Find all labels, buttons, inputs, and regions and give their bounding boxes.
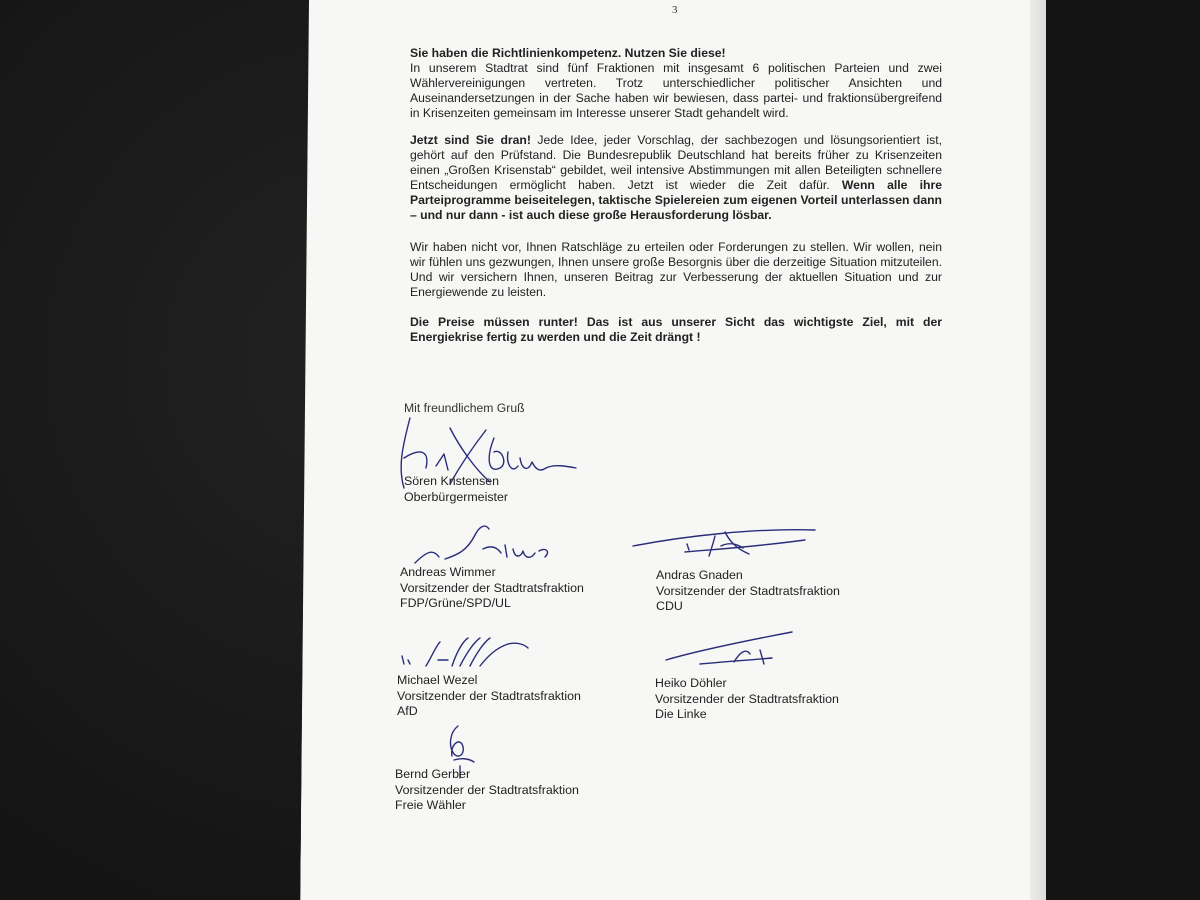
signatory-group: Freie Wähler	[395, 798, 466, 812]
paragraph-1	[410, 46, 942, 121]
paragraph-2-lead: Jetzt sind Sie dran!	[410, 133, 531, 147]
signatory-name: Heiko Döhler	[655, 676, 727, 690]
paragraph-3-body: Wir haben nicht vor, Ihnen Ratschläge zu erteilen oder Forderungen zu stellen. Wir wollen, nein wir fühlen uns gezwungen, Ihnen unsere große Besorgnis über die derzeitige Situation mitzuteilen. Und wir versichern Ihnen, unseren Beitrag zur Verbesserung der aktuellen Situation und zur Energiewende zu leisten.	[410, 240, 942, 299]
signatory-name: Andreas Wimmer	[400, 565, 496, 579]
paragraph-1-body: In unserem Stadtrat sind fünf Fraktionen mit insgesamt 6 politischen Parteien und zwei Wählervereinigungen vertreten. Trotz unterschiedlicher politischer Ansichten und Auseinandersetzungen in der Sache haben wir bewiesen, dass partei- und fraktionsübergreifend in Krisenzeiten gemeinsam im Interesse unserer Stadt gehandelt wird.	[410, 61, 942, 120]
signatory-role: Oberbürgermeister	[404, 489, 508, 504]
sheet-edge	[1030, 0, 1046, 900]
signatory-gerber	[395, 767, 579, 814]
closing-greeting: Mit freundlichem Gruß	[404, 401, 525, 415]
signatory-name: Bernd Gerber	[395, 767, 471, 781]
signatory-kristensen	[404, 474, 508, 505]
signatory-role: Vorsitzender der Stadtratsfraktion	[397, 688, 581, 703]
paragraph-2-emphasis: Wenn alle ihre Parteiprogramme beiseitelegen, taktische Spielereien zum eigenen Vorteil unterlassen dann – und nur dann - ist auch diese große Herausforderung lösbar.	[410, 178, 942, 222]
signatory-role: Vorsitzender der Stadtratsfraktion	[400, 580, 584, 595]
signatory-group: FDP/Grüne/SPD/UL	[400, 596, 511, 610]
signatory-role: Vorsitzender der Stadtratsfraktion	[395, 782, 579, 797]
signatory-role: Vorsitzender der Stadtratsfraktion	[655, 691, 839, 706]
signatory-wimmer	[400, 565, 584, 612]
signatory-gnaden	[656, 568, 840, 615]
signatory-group: Die Linke	[655, 707, 707, 721]
signatory-name: Andras Gnaden	[656, 568, 743, 582]
signatory-group: CDU	[656, 599, 683, 613]
paragraph-4	[410, 315, 942, 345]
paragraph-1-heading: Sie haben die Richtlinienkompetenz. Nutzen Sie diese!	[410, 46, 726, 60]
paragraph-2-body: Jede Idee, jeder Vorschlag, der sachbezogen und lösungsorientiert ist, gehört auf den Prüfstand. Die Bundesrepublik Deutschland hat bereits früher zu Krisenzeiten einen „Großen Krisenstab“ gebildet, weil intensive Abstimmungen mit allen Beteiligten schnellere Entscheidungen ermöglicht haben. Jetzt ist wieder die Zeit dafür.	[410, 133, 942, 192]
signatory-role: Vorsitzender der Stadtratsfraktion	[656, 583, 840, 598]
paragraph-3	[410, 240, 942, 300]
signatory-group: AfD	[397, 704, 418, 718]
signatory-name: Sören Kristensen	[404, 474, 500, 488]
signatory-wezel	[397, 673, 581, 720]
paragraph-4-body: Die Preise müssen runter! Das ist aus unserer Sicht das wichtigste Ziel, mit der Energiekrise fertig zu werden und die Zeit drängt !	[410, 315, 942, 344]
signatory-doehler	[655, 676, 839, 723]
signatory-name: Michael Wezel	[397, 673, 478, 687]
page-number: 3	[672, 4, 678, 16]
paragraph-2	[410, 133, 942, 223]
